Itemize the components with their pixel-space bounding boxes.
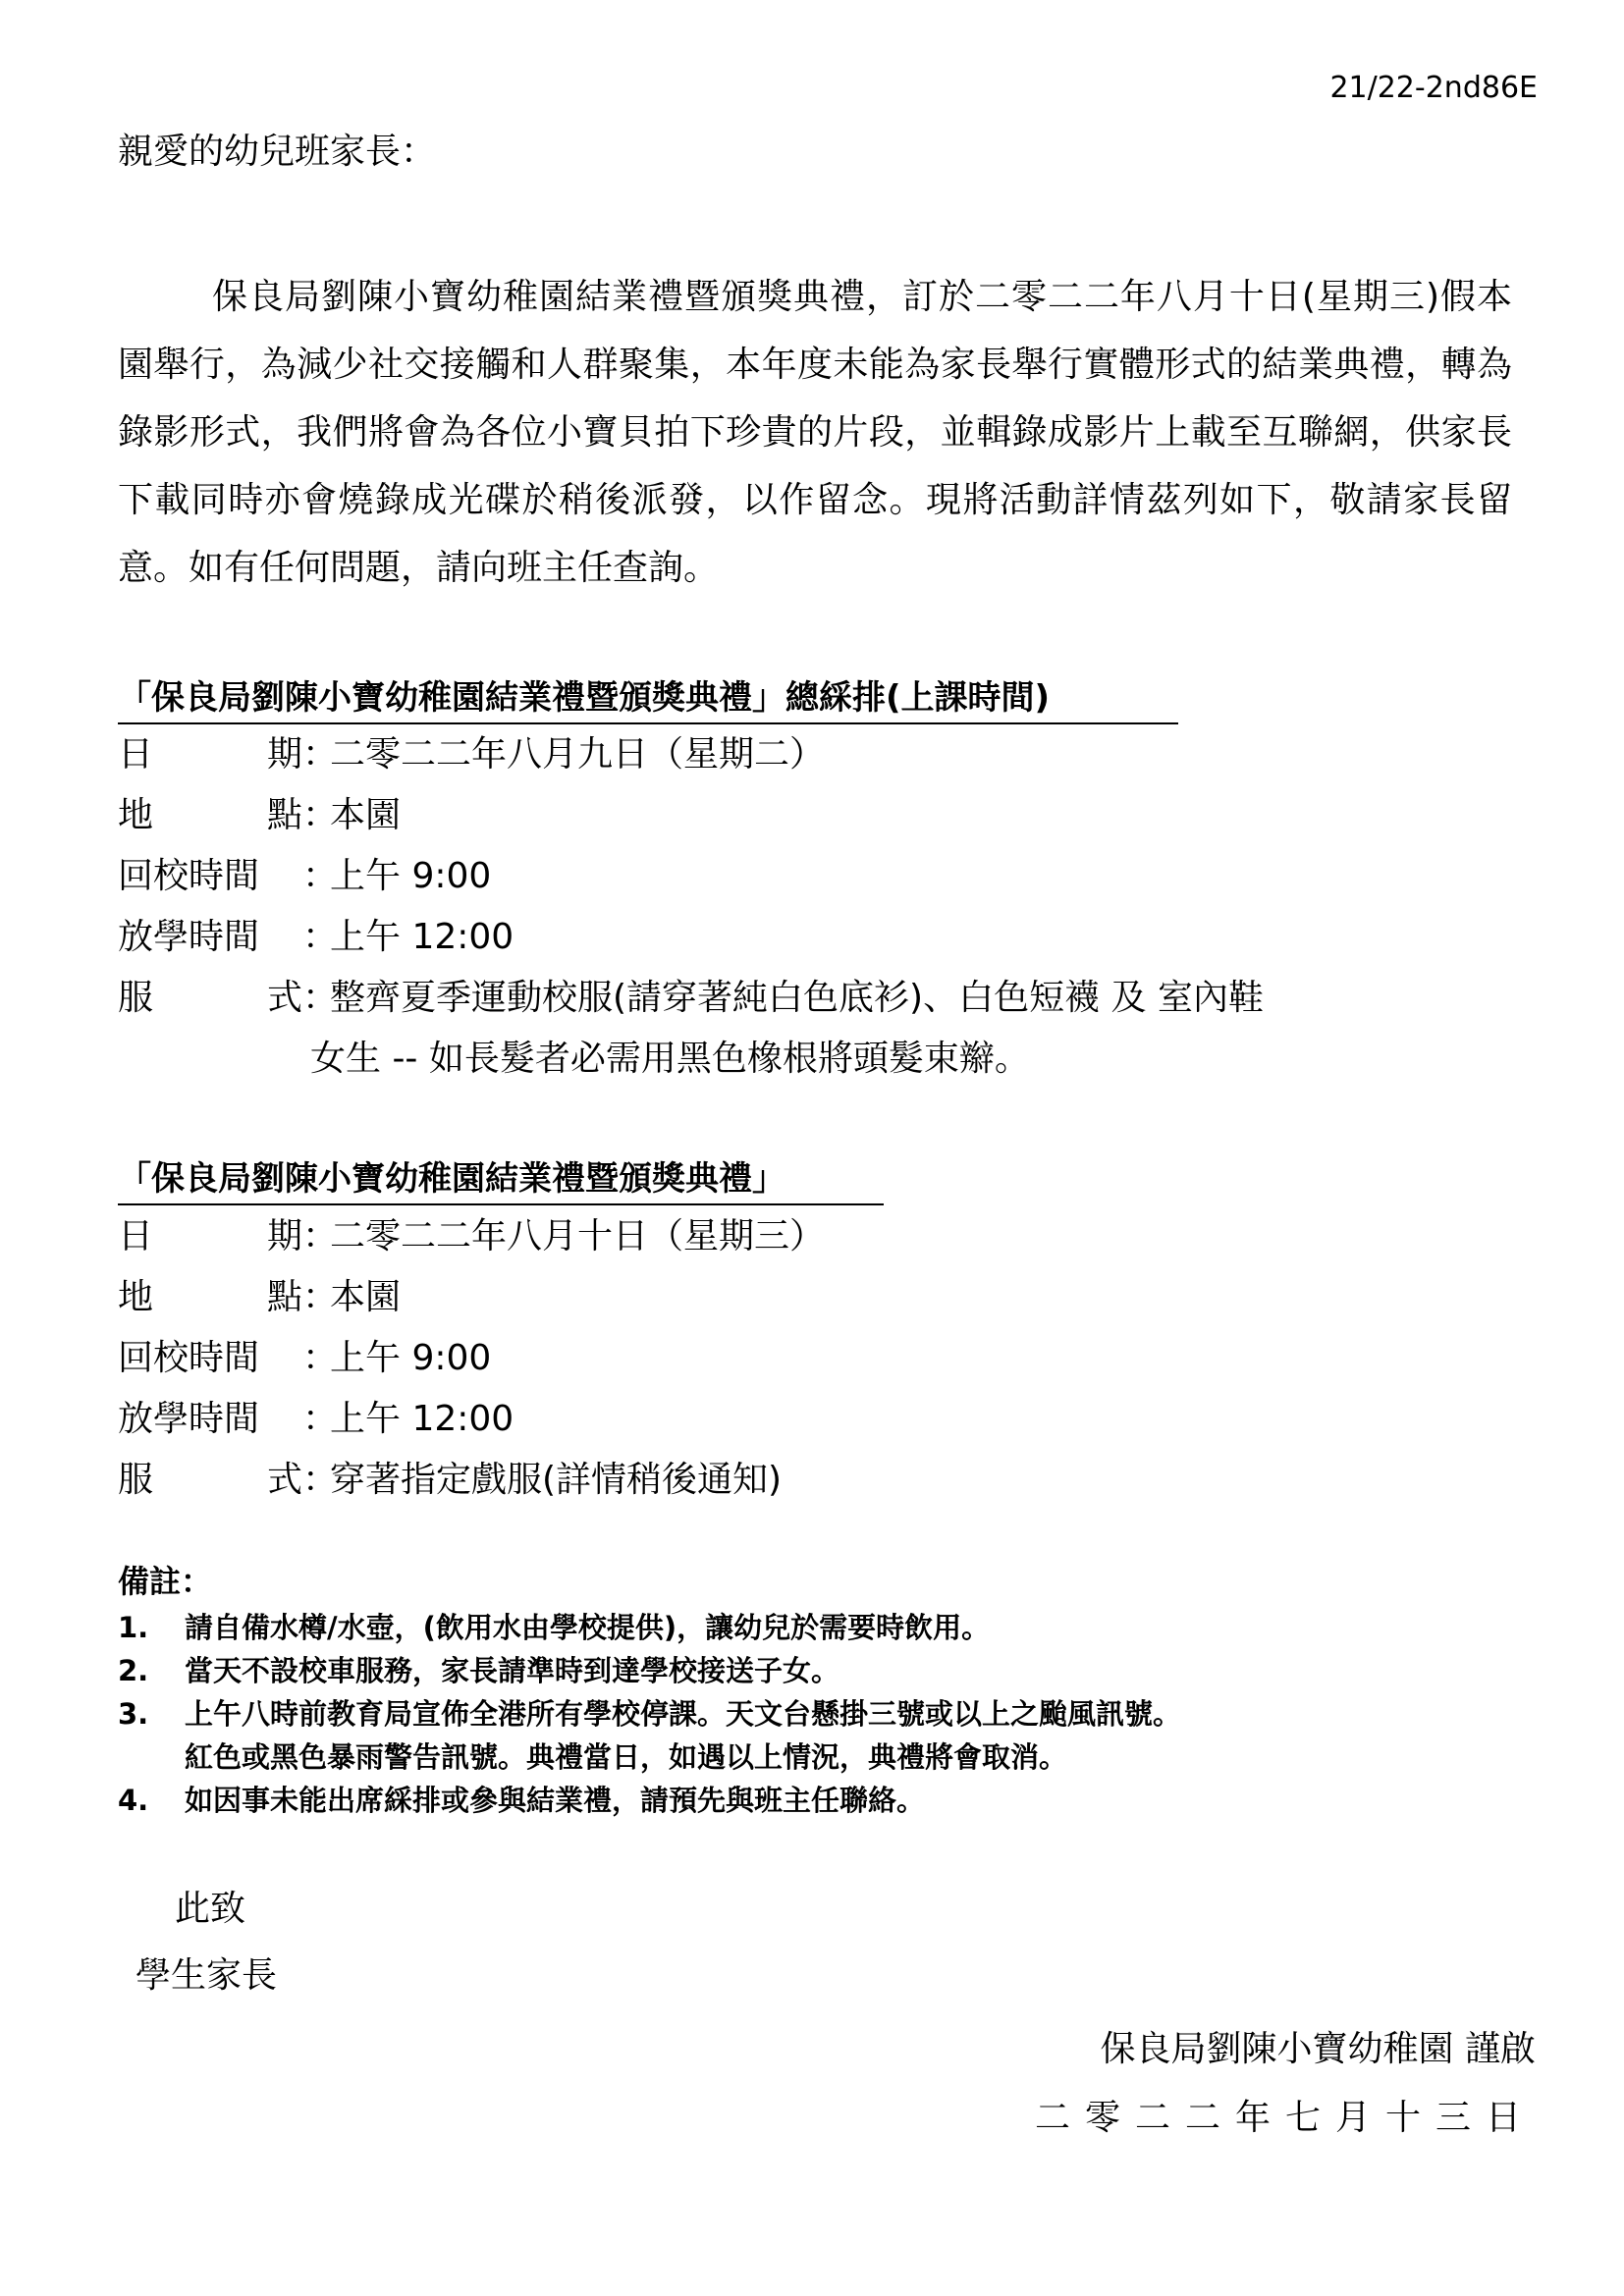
date-label: 日 期 [118, 734, 302, 774]
venue-value: 本園 [330, 1277, 402, 1317]
colon: ： [302, 1338, 339, 1378]
arrival-value: 上午 9:00 [330, 1338, 492, 1378]
venue-label: 地 點 [118, 795, 302, 835]
rehearsal-title: 「保良局劉陳小寶幼稚園結業禮暨頒獎典禮」總綵排(上課時間) [118, 677, 1178, 724]
attire-value: 整齊夏季運動校服(請穿著純白色底衫)、白色短襪 及 室內鞋 [330, 978, 1264, 1018]
rehearsal-arrival-row [118, 852, 1264, 913]
attire-note: 女生 -- 如長髮者必需用黑色橡根將頭髮束辮。 [310, 1039, 1030, 1079]
salutation: 親愛的幼兒班家長： [118, 132, 437, 172]
remark-item [118, 1649, 1181, 1692]
rehearsal-details [118, 730, 1264, 1095]
remark-item [118, 1692, 1181, 1779]
remark-number: 4. [118, 1784, 149, 1817]
arrival-label: 回校時間 [118, 856, 260, 896]
sign-date: 二零二二年七月十三日 [1034, 2098, 1536, 2138]
remark-number: 3. [118, 1697, 149, 1731]
remark-number: 2. [118, 1654, 149, 1687]
remark-text: 如因事未能出席綵排或參與結業禮，請預先與班主任聯絡。 [185, 1784, 926, 1817]
dismissal-label: 放學時間 [118, 917, 260, 957]
remark-text-continued: 紅色或黑色暴雨警告訊號。典禮當日，如遇以上情況，典禮將會取消。 [185, 1740, 1068, 1774]
remark-text: 當天不設校車服務，家長請準時到達學校接送子女。 [185, 1654, 840, 1687]
attire-label: 服 式 [118, 978, 302, 1018]
remark-item [118, 1606, 1181, 1649]
attire-label: 服 式 [118, 1460, 302, 1500]
colon: ： [302, 917, 339, 957]
reference-number: 21/22-2nd86E [1329, 71, 1538, 105]
colon: ： [302, 1399, 339, 1439]
rehearsal-venue-row [118, 791, 1264, 852]
rehearsal-date-row [118, 730, 1264, 791]
colon: ： [302, 1460, 339, 1500]
ceremony-attire-row [118, 1456, 825, 1517]
colon: ： [302, 1277, 339, 1317]
venue-label: 地 點 [118, 1277, 302, 1317]
rehearsal-attire-note-row [118, 1035, 1264, 1095]
closing-recipient: 學生家長 [135, 1955, 278, 1996]
colon: ： [302, 734, 339, 774]
remark-text: 上午八時前教育局宣佈全港所有學校停課。天文台懸掛三號或以上之颱風訊號。 [185, 1697, 1182, 1731]
colon: ： [302, 1216, 339, 1256]
ceremony-details [118, 1212, 825, 1517]
ceremony-title: 「保良局劉陳小寶幼稚園結業禮暨頒獎典禮」 [118, 1158, 884, 1205]
ceremony-venue-row [118, 1273, 825, 1334]
ceremony-date-row [118, 1212, 825, 1273]
remarks-list [118, 1606, 1181, 1822]
colon: ： [302, 856, 339, 896]
remark-item [118, 1779, 1181, 1822]
remark-text: 請自備水樽/水壺，(飲用水由學校提供)，讓幼兒於需要時飲用。 [185, 1611, 991, 1644]
dismissal-label: 放學時間 [118, 1399, 260, 1439]
colon: ： [302, 795, 339, 835]
arrival-label: 回校時間 [118, 1338, 260, 1378]
remark-number: 1. [118, 1611, 149, 1644]
remarks-title: 備註： [118, 1563, 213, 1600]
ceremony-dismissal-row [118, 1395, 825, 1456]
arrival-value: 上午 9:00 [330, 856, 492, 896]
rehearsal-attire-row [118, 974, 1264, 1035]
closing-phrase: 此致 [175, 1889, 246, 1929]
date-value: 二零二二年八月九日（星期二） [330, 734, 826, 774]
signer: 保良局劉陳小寶幼稚園 謹啟 [1100, 2029, 1536, 2069]
intro-paragraph: 保良局劉陳小寶幼稚園結業禮暨頒獎典禮，訂於二零二二年八月十日(星期三)假本園舉行，為減少社交接觸和人群聚集，本年度未能為家長舉行實體形式的結業典禮，轉為錄影形式，我們將會為各位小寶貝拍下珍貴的片段，並輯錄成影片上載至互聯網，供家長下載同時亦會燒錄成光碟於稍後派發，以作留念。現將活動詳情茲列如下，敬請家長留意。如有任何問題，請向班主任查詢。 [118, 277, 1512, 588]
dismissal-value: 上午 12:00 [330, 1399, 514, 1439]
date-value: 二零二二年八月十日（星期三） [330, 1216, 826, 1256]
ceremony-arrival-row [118, 1334, 825, 1395]
venue-value: 本園 [330, 795, 402, 835]
attire-value: 穿著指定戲服(詳情稍後通知) [330, 1460, 783, 1500]
date-label: 日 期 [118, 1216, 302, 1256]
dismissal-value: 上午 12:00 [330, 917, 514, 957]
rehearsal-dismissal-row [118, 913, 1264, 974]
colon: ： [302, 978, 339, 1018]
